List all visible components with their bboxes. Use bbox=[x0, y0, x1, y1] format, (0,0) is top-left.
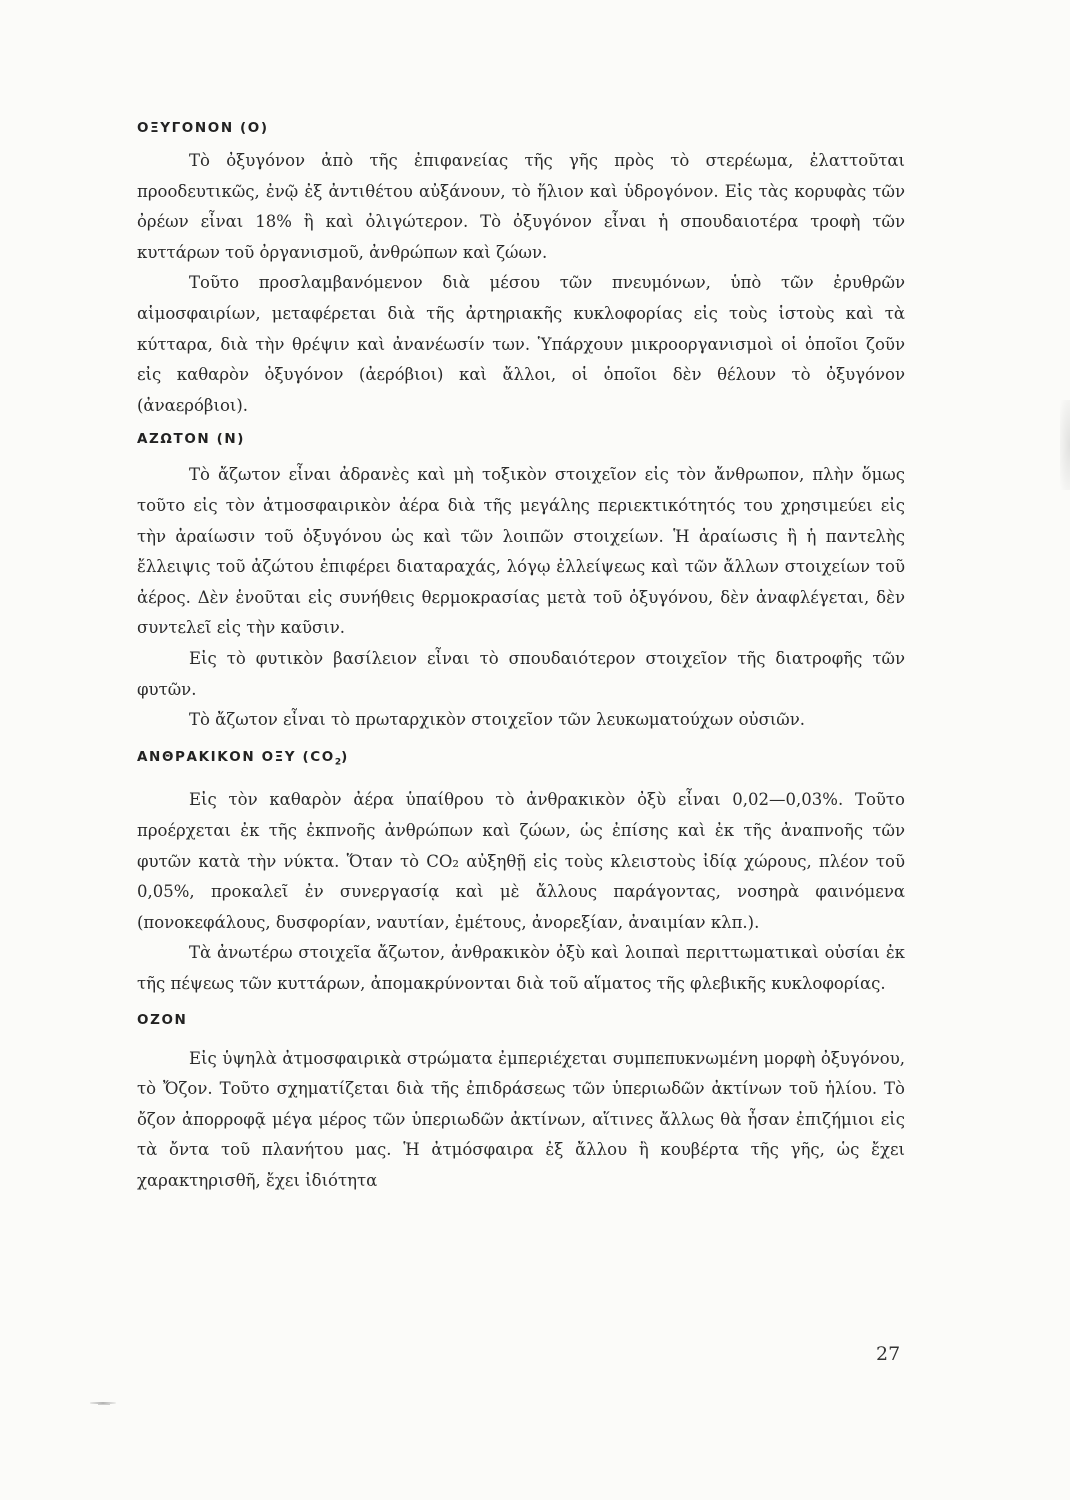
paragraph: Τὸ ἄζωτον εἶναι ἀδρανὲς καὶ μὴ τοξικὸν στοιχεῖον εἰς τὸν ἄνθρωπον, πλὴν ὅμως τοῦτο εἰς τὸν ἀτμοσφαιρικὸν ἀέρα διὰ τῆς μεγάλης περιεκτικότητός του χρησιμεύει εἰς τὴν ἀραίωσιν τοῦ ὀξυγόνου ὡς καὶ τῶν λοιπῶν στοιχείων. Ἡ ἀραίωσις ἢ ἡ παντελὴς ἔλλειψις τοῦ ἀζώτου ἐπιφέρει διαταραχάς, λόγῳ ἐλλείψεως καὶ τῶν ἄλλων στοιχείων τοῦ ἀέρος. Δὲν ἑνοῦται εἰς συνήθεις θερμοκρασίας μετὰ τοῦ ὀξυγόνου, δὲν ἀναφλέγεται, δὲν συντελεῖ εἰς τὴν καῦσιν. bbox=[137, 465, 905, 638]
heading-subscript: 2 bbox=[334, 757, 342, 768]
paragraph: Εἰς τὸν καθαρὸν ἀέρα ὑπαίθρου τὸ ἀνθρακικὸν ὀξὺ εἶναι 0,02—0,03%. Τοῦτο προέρχεται ἐκ τῆς ἐκπνοῆς ἀνθρώπων καὶ ζώων, ὡς ἐπίσης καὶ ἐκ τῆς ἀναπνοῆς τῶν φυτῶν κατὰ τὴν νύκτα. Ὅταν τὸ CO₂ αὐξηθῇ εἰς τοὺς κλειστοὺς ἰδίᾳ χώρους, πλέον τοῦ 0,05%, προκαλεῖ ἐν συνεργασίᾳ καὶ μὲ ἄλλους παράγοντας, νοσηρὰ φαινόμενα (πονοκεφάλους, δυσφορίαν, ναυτίαν, ἐμέτους, ἀνορεξίαν, ἀναιμίαν κλπ.). bbox=[137, 790, 905, 932]
paragraph: Τὸ ὀξυγόνον ἀπὸ τῆς ἐπιφανείας τῆς γῆς πρὸς τὸ στερέωμα, ἐλαττοῦται προοδευτικῶς, ἐνῷ ἐξ ἀντιθέτου αὐξάνουν, τὸ ἥλιον καὶ ὑδρογόνον. Εἰς τὰς κορυφὰς τῶν ὀρέων εἶναι 18% ἢ καὶ ὀλιγώτερον. Τὸ ὀξυγόνον εἶναι ἡ σπουδαιοτέρα τροφὴ τῶν κυττάρων τοῦ ὀργανισμοῦ, ἀνθρώπων καὶ ζώων. bbox=[137, 151, 905, 262]
section-heading-ozone: ΟΖΟΝ bbox=[137, 1011, 188, 1028]
section-nitrogen bbox=[137, 429, 905, 735]
page-content bbox=[137, 118, 905, 1197]
section-ozone bbox=[137, 1010, 905, 1197]
paragraph: Τοῦτο προσλαμβανόμενον διὰ μέσου τῶν πνευμόνων, ὑπὸ τῶν ἐρυθρῶν αἱμοσφαιρίων, μεταφέρεται διὰ τῆς ἀρτηριακῆς κυκλοφορίας εἰς τοὺς ἱστοὺς καὶ τὰ κύτταρα, διὰ τὴν θρέψιν καὶ ἀνανέωσίν των. Ὑπάρχουν μικροοργανισμοὶ οἱ ὁποῖοι ζοῦν εἰς καθαρὸν ὀξυγόνον (ἀερόβιοι) καὶ ἄλλοι, οἱ ὁποῖοι δὲν θέλουν τὸ ὀξυγόνον (ἀναερόβιοι). bbox=[137, 273, 905, 415]
heading-close: ) bbox=[341, 748, 349, 765]
paragraph: Τὰ ἀνωτέρω στοιχεῖα ἄζωτον, ἀνθρακικὸν ὀξὺ καὶ λοιπαὶ περιττωματικαὶ οὐσίαι ἐκ τῆς πέψεως τῶν κυττάρων, ἀπομακρύνονται διὰ τοῦ αἵματος τῆς φλεβικῆς κυκλοφορίας. bbox=[137, 943, 905, 993]
paragraph: Εἰς τὸ φυτικὸν βασίλειον εἶναι τὸ σπουδαιότερον στοιχεῖον τῆς διατροφῆς τῶν φυτῶν. bbox=[137, 648, 905, 699]
page-number: 27 bbox=[876, 1343, 901, 1365]
paragraph: Εἰς ὑψηλὰ ἀτμοσφαιρικὰ στρώματα ἐμπεριέχεται συμπεπυκνωμένη μορφὴ ὀξυγόνου, τὸ Ὄζον. Τοῦτο σχηματίζεται διὰ τῆς ἐπιδράσεως τῶν ὑπεριωδῶν ἀκτίνων τοῦ ἡλίου. Τὸ ὄζον ἀπορροφᾷ μέγα μέρος τῶν ὑπεριωδῶν ἀκτίνων, αἵτινες ἄλλως θὰ ἦσαν ἐπιζήμιοι εἰς τὰ ὄντα τοῦ πλανήτου μας. Ἡ ἀτμόσφαιρα ἐξ ἄλλου ἢ κουβέρτα τῆς γῆς, ὡς ἔχει χαρακτηρισθῆ, ἔχει ἰδιότητα bbox=[137, 1048, 905, 1190]
section-heading-nitrogen: ΑΖΩΤΟΝ (Ν) bbox=[137, 431, 246, 448]
heading-text: ΑΝΘΡΑΚΙΚΟΝ ΟΞΥ (CO bbox=[137, 748, 335, 765]
section-oxygen bbox=[137, 118, 905, 421]
section-heading-oxygen: ΟΞΥΓΟΝΟΝ (Ο) bbox=[137, 120, 269, 136]
section-carbon-dioxide bbox=[137, 747, 905, 1000]
scan-artifact bbox=[90, 1402, 116, 1404]
paragraph: Τὸ ἄζωτον εἶναι τὸ πρωταρχικὸν στοιχεῖον τῶν λευκωματούχων οὐσιῶν. bbox=[189, 710, 806, 730]
section-heading-carbon-dioxide bbox=[137, 747, 905, 773]
page-edge-shadow bbox=[1060, 400, 1070, 490]
